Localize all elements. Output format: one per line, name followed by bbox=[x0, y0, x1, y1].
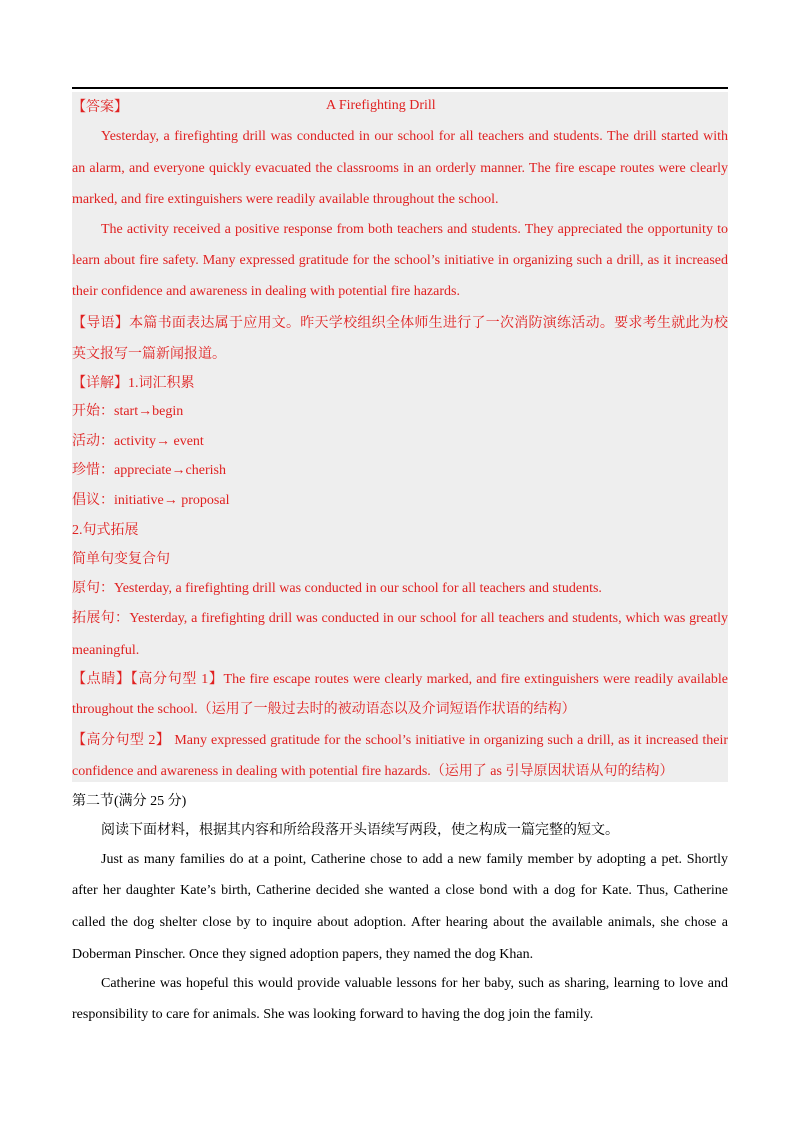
answer-block bbox=[72, 92, 728, 782]
essay-line: marked, and fire extinguishers were readily available throughout the school. bbox=[72, 192, 499, 207]
passage-line: Catherine was hopeful this would provide valuable lessons for her baby, such as sharing, learning to love and bbox=[101, 976, 728, 991]
passage-line: Doberman Pinscher. Once they signed adoption papers, they named the dog Khan. bbox=[72, 947, 534, 962]
guide-line: 【导语】本篇书面表达属于应用文。昨天学校组织全体师生进行了一次消防演练活动。要求考生就此为校 bbox=[72, 316, 728, 331]
vocab-item: 珍惜：appreciate→cherish bbox=[72, 463, 226, 478]
original-sentence: 原句：Yesterday, a firefighting drill was conducted in our school for all teachers and students. bbox=[72, 581, 602, 596]
essay-title: A Firefighting Drill bbox=[326, 98, 436, 113]
essay-line: The activity received a positive response from both teachers and students. They appreciated the opportunity to bbox=[101, 222, 728, 237]
highlight-line: confidence and awareness in dealing with potential fire hazards.（运用了 as 引导原因状语从句的结构） bbox=[72, 764, 674, 779]
passage-line: called the dog shelter close by to inquire about adoption. After hearing about the available animals, she chose a bbox=[72, 915, 728, 930]
vocab-item: 开始：start→begin bbox=[72, 404, 184, 419]
passage-line: responsibility to care for animals. She was looking forward to having the dog join the family. bbox=[72, 1007, 594, 1022]
highlight-line: 【点睛】【高分句型 1】The fire escape routes were clearly marked, and fire extinguishers were readily available bbox=[72, 672, 728, 687]
essay-line: Yesterday, a firefighting drill was conducted in our school for all teachers and students. The drill started with bbox=[101, 129, 728, 144]
answer-tag: 【答案】 bbox=[72, 100, 128, 115]
vocab-item: 倡议：initiative→ proposal bbox=[72, 493, 230, 508]
top-rule bbox=[72, 87, 728, 89]
guide-line: 英文报写一篇新闻报道。 bbox=[72, 347, 226, 362]
passage-line: after her daughter Kate’s birth, Catherine decided she wanted a close bond with a dog for Kate. Thus, Catherine bbox=[72, 883, 728, 898]
sentence-section-heading: 2.句式拓展 bbox=[72, 523, 139, 538]
sentence-subheading: 简单句变复合句 bbox=[72, 552, 170, 567]
essay-line: their confidence and awareness in dealing with potential fire hazards. bbox=[72, 284, 460, 299]
essay-line: an alarm, and everyone quickly evacuated the classrooms in an orderly manner. The fire escape routes were clearly bbox=[72, 161, 728, 176]
expanded-sentence: meaningful. bbox=[72, 643, 140, 658]
highlight-line: 【高分句型 2】 Many expressed gratitude for the school’s initiative in organizing such a drill, as it increased their bbox=[72, 733, 728, 748]
vocab-item: 活动：activity→ event bbox=[72, 434, 204, 449]
passage-line: Just as many families do at a point, Catherine chose to add a new family member by adopting a pet. Shortly bbox=[101, 852, 728, 867]
expanded-sentence: 拓展句：Yesterday, a firefighting drill was conducted in our school for all teachers and students, which was greatly bbox=[72, 611, 728, 626]
section-heading: 第二节(满分 25 分) bbox=[72, 794, 187, 809]
instruction: 阅读下面材料，根据其内容和所给段落开头语续写两段，使之构成一篇完整的短文。 bbox=[101, 823, 619, 838]
details-heading: 【详解】1.词汇积累 bbox=[72, 376, 195, 391]
highlight-line: throughout the school.（运用了一般过去时的被动语态以及介词短语作状语的结构） bbox=[72, 702, 576, 717]
essay-line: learn about fire safety. Many expressed gratitude for the school’s initiative in organizing such a drill, as it increased bbox=[72, 253, 728, 268]
